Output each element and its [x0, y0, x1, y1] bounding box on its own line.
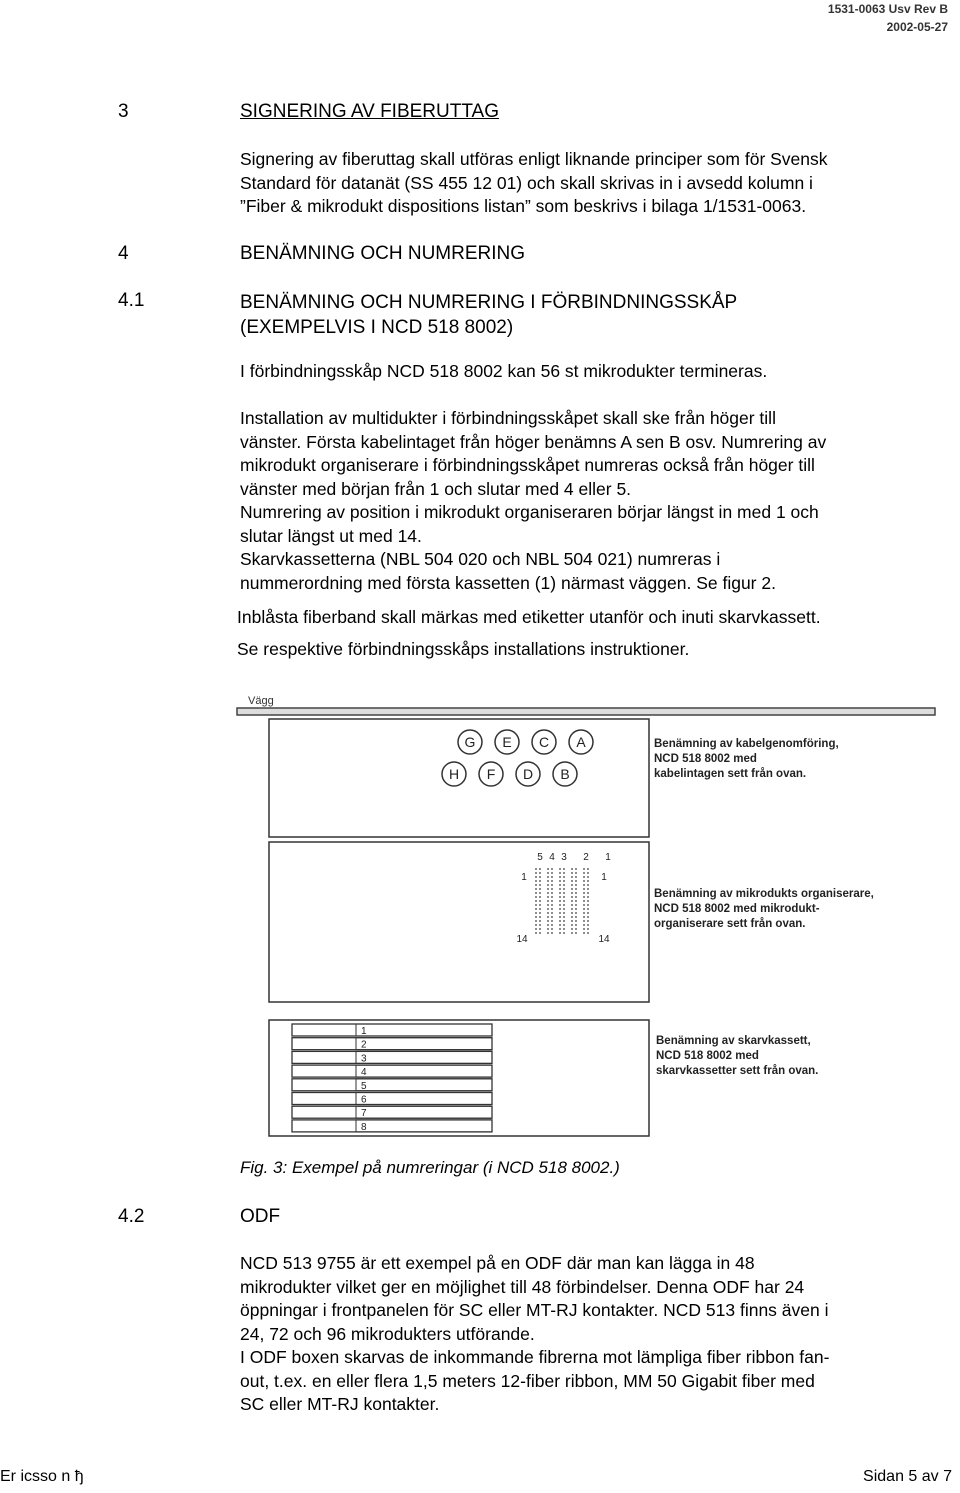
cassette-number: 4 — [361, 1067, 367, 1079]
organizer-position-last-right: 14 — [598, 934, 610, 945]
section-4-2-body — [240, 1252, 940, 1417]
cassette-bar — [292, 1079, 492, 1091]
cassette-bar — [292, 1051, 492, 1063]
text-line: öppningar i frontpanelen för SC eller MT-RJ kontakter. NCD 513 finns även i — [240, 1300, 829, 1320]
wall-label: Vägg — [248, 695, 274, 707]
section-3-title: SIGNERING AV FIBERUTTAG — [240, 101, 499, 122]
cassette-number: 5 — [361, 1080, 367, 1092]
cassette-number: 2 — [361, 1039, 367, 1051]
inlet-note-line: Benämning av kabelgenomföring, — [654, 738, 839, 750]
inlet-label: G — [464, 734, 476, 750]
section-3-body — [240, 148, 940, 219]
section-4-2-number: 4.2 — [118, 1206, 145, 1227]
inlet-label: C — [538, 734, 550, 750]
section-4-1-number: 4.1 — [118, 290, 145, 311]
organizer-position-last: 14 — [516, 934, 528, 945]
section-4-1-para-4: Se respektive förbindningsskåps installations instruktioner. — [237, 639, 690, 659]
text-line: Skarvkassetterna (NBL 504 020 och NBL 504 021) numreras i — [240, 549, 721, 569]
cassette-bar — [292, 1038, 492, 1050]
text-line: Installation av multidukter i förbindningsskåpet skall ske från höger till — [240, 408, 776, 428]
document-date: 2002-05-27 — [886, 20, 948, 34]
organizer-position-first-right: 1 — [601, 872, 607, 883]
cassette-number: 8 — [361, 1121, 367, 1133]
cassette-number: 6 — [361, 1094, 367, 1106]
text-line: mikrodukter vilket ger en möjlighet till 48 förbindelser. Denna ODF har 24 — [240, 1276, 805, 1297]
section-4-1-para-2 — [240, 407, 940, 595]
text-line: Numrering av position i mikrodukt organiseraren börjar längst in med 1 och — [240, 502, 819, 522]
cassette-number: 1 — [361, 1026, 367, 1037]
text-line: vänster. Första kabelintaget från höger benämns A sen B osv. Numrering av — [240, 431, 827, 452]
document-header — [828, 0, 948, 36]
section-4-1-title-line: (EXEMPELVIS I NCD 518 8002) — [240, 317, 514, 338]
footer-company: Er icsso n ђ — [0, 1468, 84, 1485]
section-4-1-title-line: BENÄMNING OCH NUMRERING I FÖRBINDNINGSSKÅP — [240, 292, 738, 313]
inlet-note — [654, 737, 839, 782]
text-line: SC eller MT-RJ kontakter. — [240, 1394, 440, 1414]
text-line: mikrodukt organiserare i förbindningsskåpet numreras också från höger till — [240, 455, 815, 475]
text-line: I ODF boxen skarvas de inkommande fibrerna mot lämpliga fiber ribbon fan- — [240, 1347, 830, 1367]
section-3-number: 3 — [118, 101, 129, 122]
text-line: out, t.ex. en eller flera 1,5 meters 12-fiber ribbon, MM 50 Gigabit fiber med — [240, 1370, 815, 1391]
inlet-label: H — [448, 766, 460, 782]
cassette-bar — [292, 1093, 492, 1105]
inlet-label: B — [560, 766, 570, 782]
cassette-note — [656, 1034, 818, 1079]
section-4-1-title — [240, 290, 737, 340]
cassette-bar — [292, 1106, 492, 1118]
cassette-bar — [292, 1024, 492, 1036]
cassette-number: 3 — [361, 1053, 367, 1065]
inlet-label: F — [486, 766, 496, 782]
inlet-label: D — [522, 766, 534, 782]
document-id: 1531-0063 Usv Rev B — [827, 2, 948, 16]
text-line: Standard för datanät (SS 455 12 01) och skall skrivas in i avsedd kolumn i — [240, 172, 813, 193]
cassette-note-line: Benämning av skarvkassett, — [656, 1035, 811, 1047]
text-line: nummerordning med första kassetten (1) närmast väggen. Se figur 2. — [240, 572, 776, 593]
inlet-label: E — [502, 734, 512, 750]
organizer-number: 5 — [537, 852, 543, 863]
text-line: slutar längst ut med 14. — [240, 525, 422, 546]
inlet-note-line: NCD 518 8002 med — [654, 753, 757, 765]
section-4-1-para-1: I förbindningsskåp NCD 518 8002 kan 56 st mikrodukter termineras. — [240, 361, 768, 381]
section-4-2-title: ODF — [240, 1206, 281, 1227]
cassette-note-line: skarvkassetter sett från ovan. — [656, 1065, 819, 1077]
figure-caption: Fig. 3: Exempel på numreringar (i NCD 518 8002.) — [240, 1158, 620, 1177]
section-4-title: BENÄMNING OCH NUMRERING — [240, 243, 526, 264]
organizer-note-line: organiserare sett från ovan. — [654, 918, 806, 930]
text-line: vänster med början från 1 och slutar med 4 eller 5. — [240, 478, 632, 499]
text-line: 24, 72 och 96 mikrodukters utförande. — [240, 1323, 535, 1344]
figure-numbering-example — [236, 690, 936, 1140]
footer-page-number: Sidan 5 av 7 — [863, 1468, 952, 1485]
section-4-1-para-3: Inblåsta fiberband skall märkas med etiketter utanför och inuti skarvkassett. — [237, 607, 821, 627]
section-4-number: 4 — [118, 243, 129, 264]
organizer-panel — [269, 842, 649, 1002]
organizer-number: 4 — [549, 852, 555, 863]
organizer-note-line: NCD 518 8002 med mikrodukt- — [654, 903, 820, 915]
organizer-note — [654, 887, 874, 932]
organizer-number: 3 — [561, 852, 567, 863]
organizer-position-first: 1 — [521, 872, 527, 883]
organizer-number: 2 — [583, 852, 589, 863]
cassette-bar — [292, 1120, 492, 1132]
inlet-label: A — [576, 734, 586, 750]
cassette-note-line: NCD 518 8002 med — [656, 1050, 759, 1062]
organizer-number: 1 — [605, 852, 611, 863]
wall-bar — [237, 708, 935, 715]
organizer-note-line: Benämning av mikrodukts organiserare, — [654, 888, 874, 900]
cassette-number: 7 — [361, 1108, 367, 1120]
cassette-group — [292, 1024, 492, 1133]
text-line: Signering av fiberuttag skall utföras enligt liknande principer som för Svensk — [240, 149, 828, 169]
cassette-bar — [292, 1065, 492, 1077]
text-line: ”Fiber & mikrodukt dispositions listan” som beskrivs i bilaga 1/1531-0063. — [240, 196, 807, 216]
inlet-note-line: kabelintagen sett från ovan. — [654, 768, 807, 780]
text-line: NCD 513 9755 är ett exempel på en ODF där man kan lägga in 48 — [240, 1253, 755, 1273]
